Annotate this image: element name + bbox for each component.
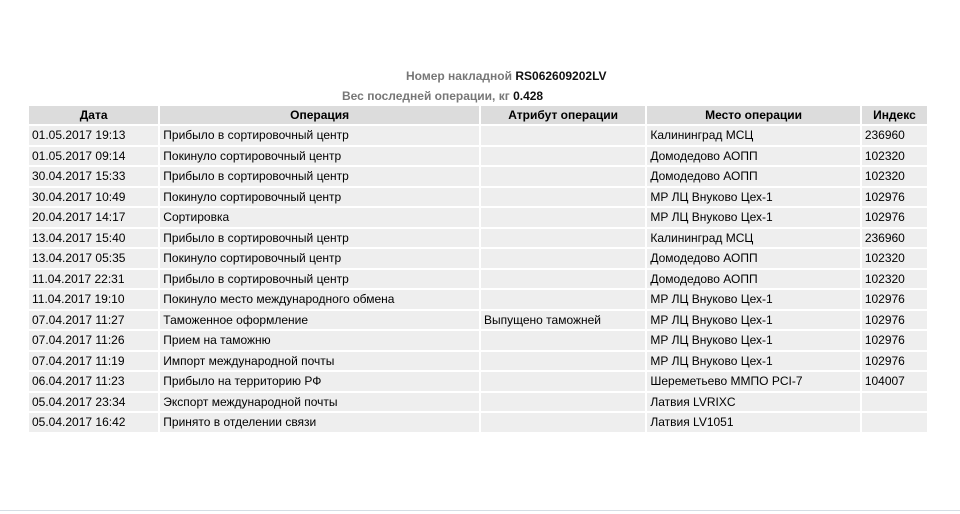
cell-operation: Прибыло в сортировочный центр: [160, 229, 479, 248]
cell-operation-attribute: [481, 393, 645, 412]
cell-operation-attribute: [481, 290, 645, 309]
cell-date: 05.04.2017 16:42: [29, 413, 158, 432]
cell-postal-index: 102320: [862, 147, 927, 166]
cell-operation-place: Калининград МСЦ: [647, 229, 859, 248]
table-row: [29, 372, 927, 391]
cell-operation-attribute: [481, 126, 645, 145]
cell-operation: Прибыло в сортировочный центр: [160, 270, 479, 289]
column-header-date: Дата: [29, 106, 158, 124]
cell-operation-place: Домодедово АОПП: [647, 147, 859, 166]
cell-operation-place: МР ЛЦ Внуково Цех-1: [647, 188, 859, 207]
cell-postal-index: 102320: [862, 270, 927, 289]
cell-operation-place: МР ЛЦ Внуково Цех-1: [647, 331, 859, 350]
table-row: [29, 270, 927, 289]
cell-operation-attribute: [481, 413, 645, 432]
last-operation-weight-line: [342, 89, 543, 103]
table-row: [29, 147, 927, 166]
cell-operation-place: МР ЛЦ Внуково Цех-1: [647, 290, 859, 309]
cell-operation-attribute: [481, 167, 645, 186]
cell-operation-place: Латвия LVRIXC: [647, 393, 859, 412]
cell-operation: Принято в отделении связи: [160, 413, 479, 432]
cell-postal-index: 102976: [862, 331, 927, 350]
cell-date: 01.05.2017 19:13: [29, 126, 158, 145]
cell-operation: Прибыло в сортировочный центр: [160, 126, 479, 145]
cell-postal-index: 236960: [862, 126, 927, 145]
cell-date: 11.04.2017 19:10: [29, 290, 158, 309]
weight-label: Вес последней операции, кг: [342, 89, 510, 103]
column-header-operation: Операция: [160, 106, 479, 124]
cell-date: 13.04.2017 15:40: [29, 229, 158, 248]
table-row: [29, 126, 927, 145]
cell-date: 13.04.2017 05:35: [29, 249, 158, 268]
cell-operation-attribute: [481, 372, 645, 391]
cell-postal-index: 102976: [862, 208, 927, 227]
cell-operation-attribute: [481, 208, 645, 227]
cell-date: 11.04.2017 22:31: [29, 270, 158, 289]
cell-postal-index: 102976: [862, 352, 927, 371]
cell-postal-index: 104007: [862, 372, 927, 391]
cell-operation-place: Домодедово АОПП: [647, 167, 859, 186]
cell-operation-attribute: Выпущено таможней: [481, 311, 645, 330]
cell-operation-attribute: [481, 188, 645, 207]
cell-postal-index: [862, 413, 927, 432]
cell-operation: Прибыло в сортировочный центр: [160, 167, 479, 186]
table-header-row: [29, 106, 927, 124]
table-body: [29, 126, 927, 432]
cell-operation: Таможенное оформление: [160, 311, 479, 330]
cell-postal-index: [862, 393, 927, 412]
cell-operation-attribute: [481, 352, 645, 371]
cell-operation: Прием на таможню: [160, 331, 479, 350]
cell-operation: Покинуло сортировочный центр: [160, 147, 479, 166]
cell-operation: Покинуло место международного обмена: [160, 290, 479, 309]
cell-postal-index: 236960: [862, 229, 927, 248]
cell-date: 07.04.2017 11:19: [29, 352, 158, 371]
table-row: [29, 249, 927, 268]
waybill-number-line: [406, 69, 607, 83]
cell-date: 20.04.2017 14:17: [29, 208, 158, 227]
cell-operation-attribute: [481, 229, 645, 248]
table-row: [29, 208, 927, 227]
waybill-number-label: Номер накладной: [406, 69, 512, 83]
column-header-operation-attribute: Атрибут операции: [481, 106, 645, 124]
waybill-number-value: RS062609202LV: [515, 69, 607, 83]
cell-operation: Покинуло сортировочный центр: [160, 188, 479, 207]
table-row: [29, 188, 927, 207]
cell-operation-place: Калининград МСЦ: [647, 126, 859, 145]
cell-operation-attribute: [481, 147, 645, 166]
cell-date: 01.05.2017 09:14: [29, 147, 158, 166]
cell-operation: Сортировка: [160, 208, 479, 227]
cell-postal-index: 102976: [862, 290, 927, 309]
cell-operation-attribute: [481, 249, 645, 268]
column-header-operation-place: Место операции: [647, 106, 859, 124]
cell-operation: Покинуло сортировочный центр: [160, 249, 479, 268]
cell-operation: Прибыло на территорию РФ: [160, 372, 479, 391]
table-row: [29, 331, 927, 350]
table-row: [29, 393, 927, 412]
cell-operation-place: Шереметьево ММПО PCI-7: [647, 372, 859, 391]
cell-date: 07.04.2017 11:26: [29, 331, 158, 350]
bottom-divider: [0, 510, 960, 511]
cell-date: 05.04.2017 23:34: [29, 393, 158, 412]
table-row: [29, 311, 927, 330]
table-row: [29, 229, 927, 248]
cell-postal-index: 102976: [862, 188, 927, 207]
cell-operation-place: МР ЛЦ Внуково Цех-1: [647, 208, 859, 227]
cell-operation-place: Домодедово АОПП: [647, 270, 859, 289]
table-row: [29, 290, 927, 309]
cell-operation-place: Домодедово АОПП: [647, 249, 859, 268]
cell-operation-place: Латвия LV1051: [647, 413, 859, 432]
cell-date: 30.04.2017 15:33: [29, 167, 158, 186]
cell-operation: Импорт международной почты: [160, 352, 479, 371]
weight-value: 0.428: [513, 89, 544, 103]
cell-operation-attribute: [481, 331, 645, 350]
cell-date: 06.04.2017 11:23: [29, 372, 158, 391]
cell-operation-attribute: [481, 270, 645, 289]
column-header-postal-index: Индекс: [862, 106, 927, 124]
cell-postal-index: 102976: [862, 311, 927, 330]
table-row: [29, 167, 927, 186]
cell-postal-index: 102320: [862, 249, 927, 268]
cell-date: 07.04.2017 11:27: [29, 311, 158, 330]
table-row: [29, 352, 927, 371]
table-row: [29, 413, 927, 432]
table-header: [29, 106, 927, 124]
cell-operation-place: МР ЛЦ Внуково Цех-1: [647, 352, 859, 371]
cell-date: 30.04.2017 10:49: [29, 188, 158, 207]
cell-operation-place: МР ЛЦ Внуково Цех-1: [647, 311, 859, 330]
cell-postal-index: 102320: [862, 167, 927, 186]
cell-operation: Экспорт международной почты: [160, 393, 479, 412]
tracking-history-table: [27, 104, 929, 434]
